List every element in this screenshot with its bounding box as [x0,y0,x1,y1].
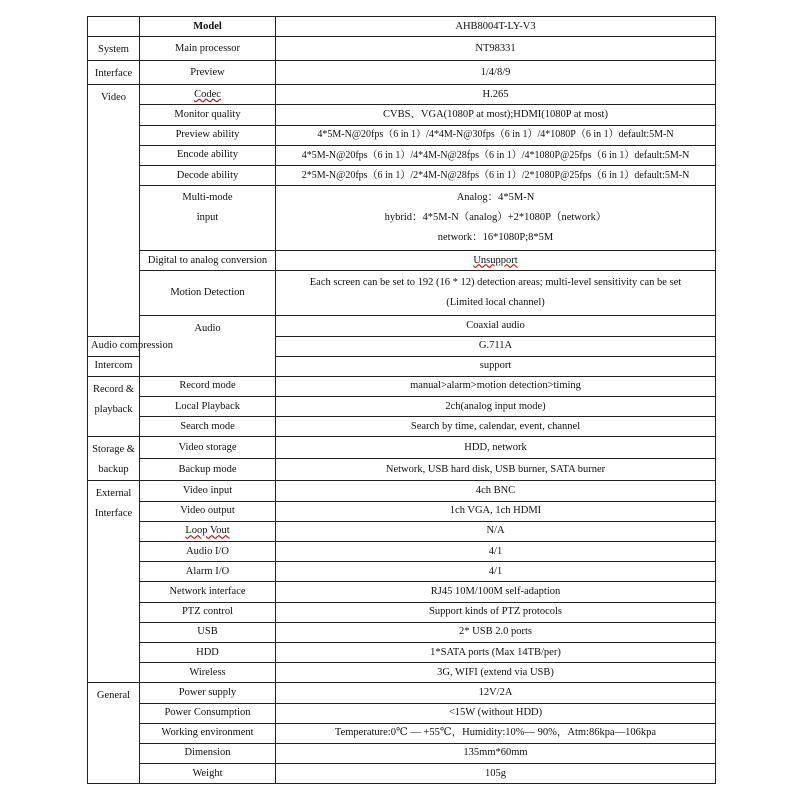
row-value: Unsupport [276,251,716,271]
row-label: Preview [140,61,276,85]
table-row [88,663,716,683]
row-label: USB [140,622,276,642]
category-interface: Interface [88,61,140,85]
row-label: Local Playback [140,397,276,417]
row-label: Power supply [140,683,276,703]
table-row [88,85,716,105]
row-label: PTZ control [140,602,276,622]
table-row [88,125,716,145]
table-row [88,145,716,165]
row-value: G.711A [276,336,716,356]
table-row [88,703,716,723]
row-label: Video storage [140,437,276,459]
table-row [88,683,716,703]
row-value: support [276,356,716,376]
row-value: 135mm*60mm [276,743,716,763]
row-label: Monitor quality [140,105,276,125]
row-label: Wireless [140,663,276,683]
row-value: 2*5M-N@20fps（6 in 1）/2*4M-N@28fps（6 in 1）/2*1080P@25fps（6 in 1）default:5M-N [276,165,716,185]
category-storage: Storage & backup [88,437,140,481]
row-value: 3G, WIFI (extend via USB) [276,663,716,683]
row-value: RJ45 10M/100M self-adaption [276,582,716,602]
row-value: 1/4/8/9 [276,61,716,85]
row-label: HDD [140,642,276,662]
category-general: General [88,683,140,784]
table-row [88,397,716,417]
spec-table [87,16,716,784]
row-value: 2ch(analog input mode) [276,397,716,417]
row-value: Support kinds of PTZ protocols [276,602,716,622]
row-value: Each screen can be set to 192 (16 * 12) detection areas; multi-level sensitivity can be set (Limited local channel) [276,271,716,316]
table-row [88,501,716,521]
table-row [88,764,716,784]
category-audio: Audio [140,316,276,377]
table-row [88,251,716,271]
row-value: 4/1 [276,542,716,562]
table-row [88,271,716,316]
category-empty [88,17,140,37]
table-row [88,622,716,642]
table-row [88,437,716,459]
row-value: CVBS、VGA(1080P at most);HDMI(1080P at most) [276,105,716,125]
row-label: Power Consumption [140,703,276,723]
row-label: Backup mode [140,459,276,481]
row-label: Video input [140,481,276,501]
table-row [88,481,716,501]
table-row [88,562,716,582]
row-label: Loop Vout [140,521,276,541]
row-value: 12V/2A [276,683,716,703]
row-label: Network interface [140,582,276,602]
row-label: Coaxial audio [276,316,716,336]
table-row [88,105,716,125]
row-value: Search by time, calendar, event, channel [276,417,716,437]
category-record: Record & playback [88,376,140,437]
row-value: 4/1 [276,562,716,582]
model-value: AHB8004T-LY-V3 [276,17,716,37]
row-value: H.265 [276,85,716,105]
table-row [88,17,716,37]
row-label: Weight [140,764,276,784]
row-value: 4*5M-N@20fps（6 in 1）/4*4M-N@30fps（6 in 1）/4*1080P（6 in 1）default:5M-N [276,125,716,145]
row-label: Record mode [140,376,276,396]
table-row [88,376,716,396]
table-row [88,542,716,562]
row-value: 1ch VGA, 1ch HDMI [276,501,716,521]
row-value: Network, USB hard disk, USB burner, SATA burner [276,459,716,481]
table-row [88,582,716,602]
row-label: Search mode [140,417,276,437]
row-label: Motion Detection [140,271,276,316]
row-label: Digital to analog conversion [140,251,276,271]
table-row [88,602,716,622]
table-row [88,459,716,481]
row-value: 4ch BNC [276,481,716,501]
header-label: Model [140,17,276,37]
row-label: Alarm I/O [140,562,276,582]
table-row [88,723,716,743]
row-label: Video output [140,501,276,521]
row-value: 1*SATA ports (Max 14TB/per) [276,642,716,662]
row-label: Audio I/O [140,542,276,562]
table-row [88,642,716,662]
row-label: Codec [140,85,276,105]
category-system: System [88,37,140,61]
table-row [88,186,716,251]
row-value: NT98331 [276,37,716,61]
row-value: 105g [276,764,716,784]
row-value: manual>alarm>motion detection>timing [276,376,716,396]
row-label: Dimension [140,743,276,763]
category-video: Video [88,85,140,336]
row-label: Audio compression [88,336,140,356]
table-row [88,61,716,85]
table-row [88,521,716,541]
row-label: Main processor [140,37,276,61]
row-value: 4*5M-N@20fps（6 in 1）/4*4M-N@28fps（6 in 1）/4*1080P@25fps（6 in 1）default:5M-N [276,145,716,165]
category-external: External Interface [88,481,140,683]
row-value: HDD, network [276,437,716,459]
row-value: 2* USB 2.0 ports [276,622,716,642]
row-label: Working environment [140,723,276,743]
row-value: N/A [276,521,716,541]
row-label: Intercom [88,356,140,376]
table-row [88,165,716,185]
row-label: Encode ability [140,145,276,165]
table-row [88,417,716,437]
row-label: Multi-mode input [140,186,276,251]
row-value: Temperature:0℃ — +55℃，Humidity:10%— 90%，Atm:86kpa—106kpa [276,723,716,743]
row-value: Analog：4*5M-N hybrid：4*5M-N（analog）+2*1080P（network） network：16*1080P;8*5M [276,186,716,251]
row-label: Decode ability [140,165,276,185]
row-value: <15W (without HDD) [276,703,716,723]
row-label: Preview ability [140,125,276,145]
table-row [88,743,716,763]
table-row [88,316,716,336]
table-row [88,37,716,61]
